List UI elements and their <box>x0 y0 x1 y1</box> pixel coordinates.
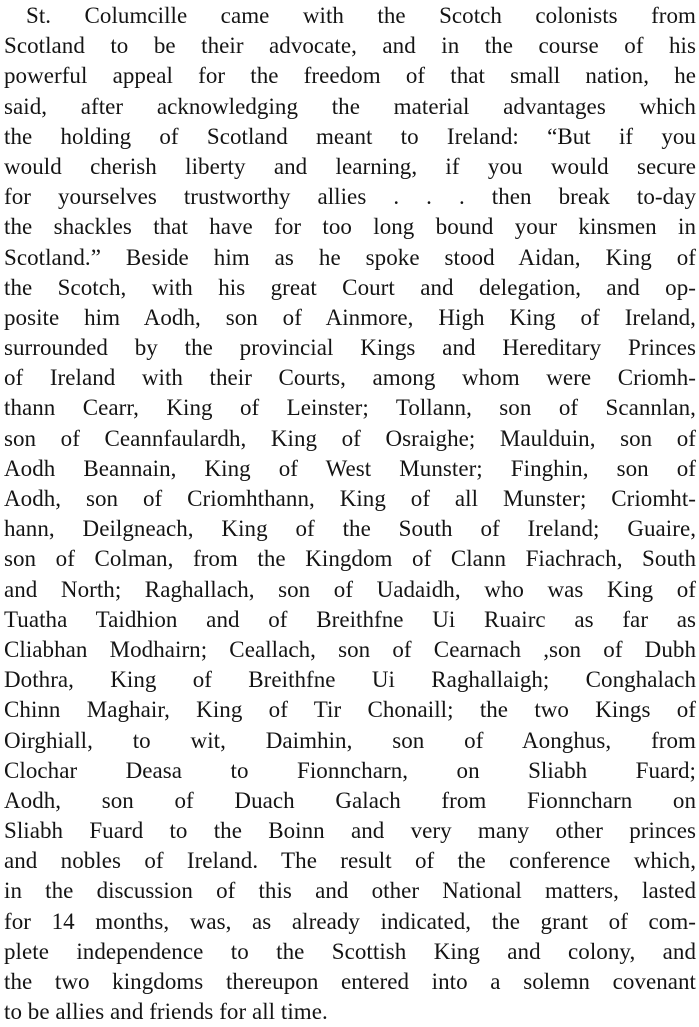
text-line: thann Cearr, King of Leinster; Tollann, son of Scannlan, <box>4 395 696 421</box>
text-line: powerful appeal for the freedom of that small nation, he <box>4 63 696 89</box>
body-paragraph <box>4 1 696 1027</box>
text-line: to be allies and friends for all time. <box>4 999 328 1025</box>
text-line: the two kingdoms thereupon entered into a solemn covenant <box>4 969 696 994</box>
text-line: for yourselves trustworthy allies . . . then break to-day <box>4 184 696 210</box>
text-line: son of Colman, from the Kingdom of Clann Fiachrach, South <box>4 546 696 572</box>
text-line: and North; Raghallach, son of Uadaidh, who was King of <box>4 576 696 602</box>
text-line: surrounded by the provincial Kings and Hereditary Princes <box>4 335 696 361</box>
text-line: Cliabhan Modhairn; Ceallach, son of Cearnach ,son of Dubh <box>4 636 696 662</box>
text-line: would cherish liberty and learning, if you would secure <box>4 153 696 179</box>
text-line: Scotland to be their advocate, and in the course of his <box>4 33 696 59</box>
text-line: of Ireland with their Courts, among whom were Criomh- <box>4 365 696 391</box>
text-line: plete independence to the Scottish King and colony, and <box>4 938 696 964</box>
text-line: Oirghiall, to wit, Daimhin, son of Aonghus, from <box>4 727 696 753</box>
text-line: in the discussion of this and other National matters, lasted <box>4 878 696 904</box>
text-line: son of Ceannfaulardh, King of Osraighe; Maulduin, son of <box>4 425 696 451</box>
text-line: for 14 months, was, as already indicated, the grant of com- <box>4 908 696 934</box>
text-line: Aodh Beannain, King of West Munster; Finghin, son of <box>4 455 696 481</box>
text-line: Clochar Deasa to Fionncharn, on Sliabh Fuard; <box>4 757 696 783</box>
text-line: posite him Aodh, son of Ainmore, High King of Ireland, <box>4 304 696 330</box>
text-line: Dothra, King of Breithfne Ui Raghallaigh; Conghalach <box>4 667 696 693</box>
text-line: the holding of Scotland meant to Ireland: “But if you <box>4 123 696 149</box>
text-line: said, after acknowledging the material advantages which <box>4 93 696 119</box>
text-line: Aodh, son of Criomhthann, King of all Munster; Criomht- <box>4 486 696 511</box>
text-line: St. Columcille came with the Scotch colonists from <box>26 3 696 28</box>
text-line: Tuatha Taidhion and of Breithfne Ui Ruairc as far as <box>4 606 696 632</box>
text-line: Aodh, son of Duach Galach from Fionncharn on <box>4 787 696 813</box>
text-line: Chinn Maghair, King of Tir Chonaill; the two Kings of <box>4 697 696 723</box>
text-line: and nobles of Ireland. The result of the conference which, <box>4 848 696 874</box>
text-line: Scotland.” Beside him as he spoke stood Aidan, King of <box>4 244 696 270</box>
text-line: Sliabh Fuard to the Boinn and very many other princes <box>4 818 696 844</box>
text-line: the Scotch, with his great Court and delegation, and op- <box>4 274 696 300</box>
text-line: the shackles that have for too long bound your kinsmen in <box>4 214 696 240</box>
text-line: hann, Deilgneach, King of the South of Ireland; Guaire, <box>4 516 696 542</box>
